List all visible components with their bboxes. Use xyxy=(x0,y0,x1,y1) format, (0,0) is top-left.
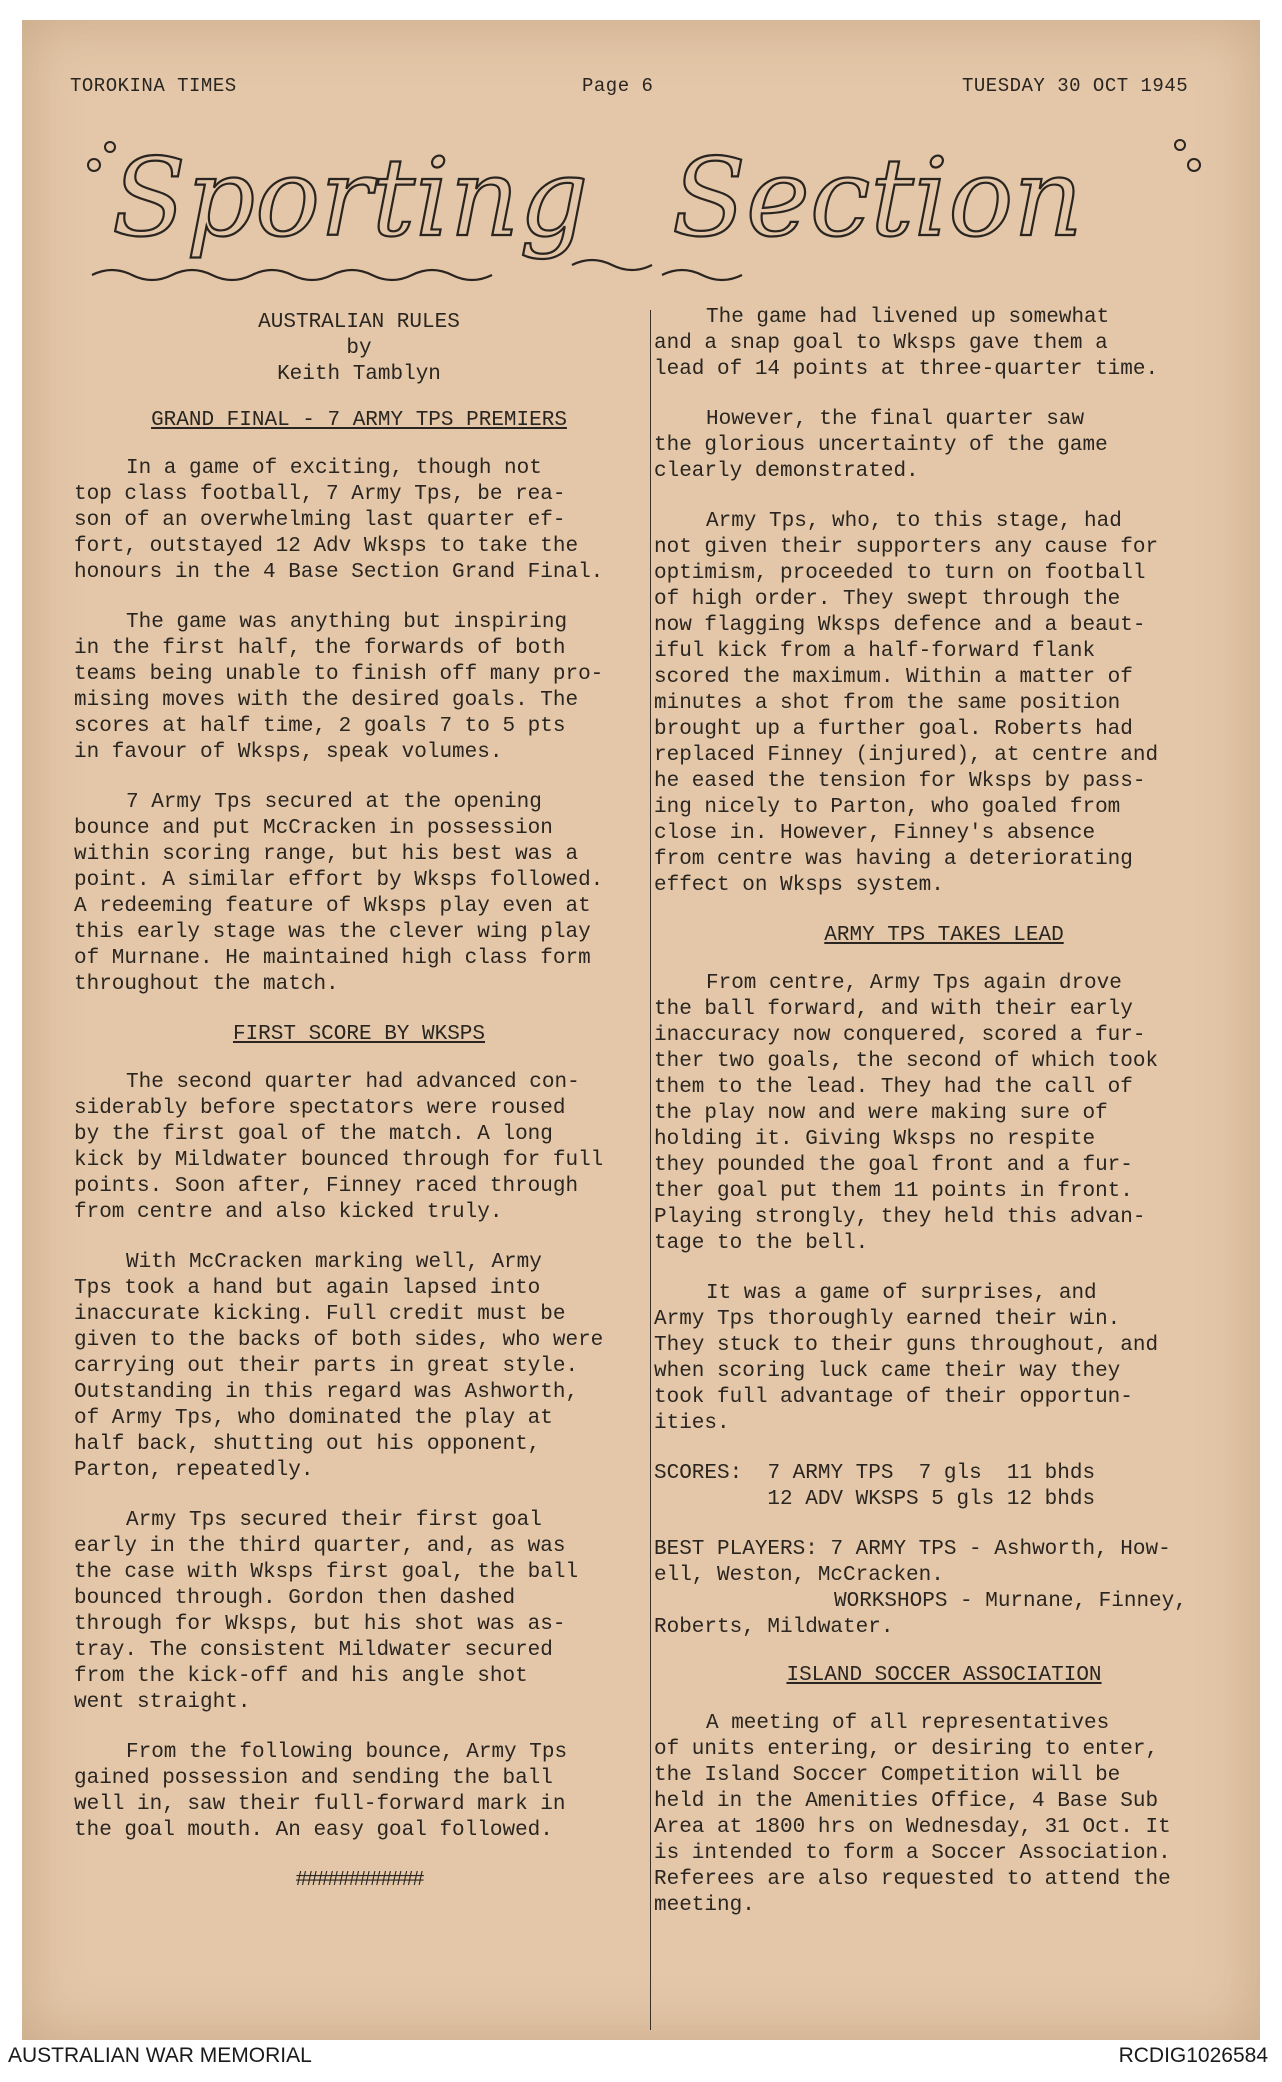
paragraph: With McCracken marking well, Army Tps took a hand but again lapsed into inaccurate kicking. Full credit must be given to the backs of both sides, who were carrying out their parts in great style. Outstanding in this regard was Ashworth, of Army Tps, who dominated the play at half back, shutting out his opponent, Parton, repeatedly. xyxy=(74,1251,604,1482)
footer-credit: AUSTRALIAN WAR MEMORIAL xyxy=(8,2044,312,2067)
title-word-section: Section xyxy=(672,136,1083,261)
page-number: Page 6 xyxy=(582,75,654,97)
paragraph: Army Tps secured their first goal early in the third quarter, and, as was the case with Wksps first goal, the ball bounced through. Gordon then dashed through for Wksps, but his shot was as- tray. The consistent Mildwater secured from the kick-off and his angle shot went straight. xyxy=(74,1509,579,1714)
heading-grand-final: GRAND FINAL - 7 ARMY TPS PREMIERS xyxy=(151,409,567,432)
best-players-workshops-cont: Roberts, Mildwater. xyxy=(654,1616,894,1639)
scores-block xyxy=(654,1461,1234,1513)
best-players-workshops: WORKSHOPS - Murnane, Finney, xyxy=(834,1590,1187,1613)
column-divider xyxy=(650,310,651,2030)
best-players-block xyxy=(654,1537,1234,1641)
score-line: 12 ADV WKSPS 5 gls 12 bhds xyxy=(767,1488,1096,1511)
best-players-label: BEST PLAYERS: xyxy=(654,1538,818,1561)
byline-by: by xyxy=(346,337,372,360)
scores-label: SCORES: xyxy=(654,1462,743,1485)
byline xyxy=(74,310,644,388)
title-word-sporting: Sporting xyxy=(112,136,589,261)
heading-first-score: FIRST SCORE BY WKSPS xyxy=(232,1023,486,1046)
paragraph: From the following bounce, Army Tps gained possession and sending the ball well in, saw their full-forward mark in the goal mouth. An easy goal followed. xyxy=(74,1741,568,1842)
paragraph: In a game of exciting, though not top class football, 7 Army Tps, be rea- son of an overwhelming last quarter ef- fort, outstayed 12 Adv Wksps to take the honours in the 4 Base Section Grand Final. xyxy=(74,457,604,584)
paragraph: The game had livened up somewhat and a snap goal to Wksps gave them a lead of 14 points at three-quarter time. xyxy=(654,306,1159,381)
title-lettering xyxy=(82,115,1222,305)
paragraph: Army Tps, who, to this stage, had not given their supporters any cause for optimism, proceeded to turn on football of high order. They swept through the now flagging Wksps defence and a beaut- iful kick from a half-forward flank scored the maximum. Within a matter of minutes a shot from the same position brought up a further goal. Roberts had replaced Finney (injured), at centre and he eased the tension for Wksps by pass- ing nicely to Parton, who goaled from close in. However, Finney's absence from centre was having a deteriorating effect on Wksps system. xyxy=(654,510,1159,897)
paragraph: However, the final quarter saw the glorious uncertainty of the game clearly demonstrated. xyxy=(654,408,1108,483)
paragraph: From centre, Army Tps again drove the ball forward, and with their early inaccuracy now conquered, scored a fur- ther two goals, the second of which took them to the lead. They had the call of the play now and were making sure of holding it. Giving Wksps no respite they pounded the goal front and a fur- ther goal put them 11 points in front. Playing strongly, they held this advan- tage to the bell. xyxy=(654,972,1159,1255)
paragraph: The second quarter had advanced con- siderably before spectators were roused by the first goal of the match. A long kick by Mildwater bounced through for full points. Soon after, Finney raced through from centre and also kicked truly. xyxy=(74,1071,604,1224)
separator: ############ xyxy=(295,1869,423,1892)
issue-date: TUESDAY 30 OCT 1945 xyxy=(962,75,1189,97)
paragraph: A meeting of all representatives of units entering, or desiring to enter, the Island Soccer Competition will be held in the Amenities Office, 4 Base Sub Area at 1800 hrs on Wednesday, 31 Oct. It is intended to form a Soccer Association. Referees are also requested to attend the meeting. xyxy=(654,1712,1171,1917)
footer-id: RCDIG1026584 xyxy=(1118,2044,1268,2067)
heading-army-takes-lead: ARMY TPS TAKES LEAD xyxy=(824,924,1064,947)
paragraph: It was a game of surprises, and Army Tps thoroughly earned their win. They stuck to their guns throughout, and when scoring luck came their way they took full advantage of their opportun- ities. xyxy=(654,1282,1159,1435)
sporting-section-title xyxy=(82,115,1222,305)
paragraph: The game was anything but inspiring in the first half, the forwards of both teams being unable to finish off many pro- mising moves with the desired goals. The scores at half time, 2 goals 7 to 5 pts in favour of Wksps, speak volumes. xyxy=(74,611,604,764)
left-column xyxy=(74,310,644,1894)
best-players-army: 7 ARMY TPS - Ashworth, How- ell, Weston, McCracken. xyxy=(654,1538,1171,1587)
heading-soccer: ISLAND SOCCER ASSOCIATION xyxy=(786,1664,1102,1687)
paragraph: 7 Army Tps secured at the opening bounce and put McCracken in possession within scoring range, but his best was a point. A similar effort by Wksps followed. A redeeming feature of Wksps play even at this early stage was the clever wing play of Murnane. He maintained high class form throughout the match. xyxy=(74,791,604,996)
score-line: 7 ARMY TPS 7 gls 11 bhds xyxy=(767,1462,1096,1485)
right-column xyxy=(654,305,1234,1943)
section-title: AUSTRALIAN RULES xyxy=(258,311,460,334)
author: Keith Tamblyn xyxy=(277,363,441,386)
paper-name: TOROKINA TIMES xyxy=(70,75,237,97)
newspaper-page xyxy=(22,20,1260,2040)
